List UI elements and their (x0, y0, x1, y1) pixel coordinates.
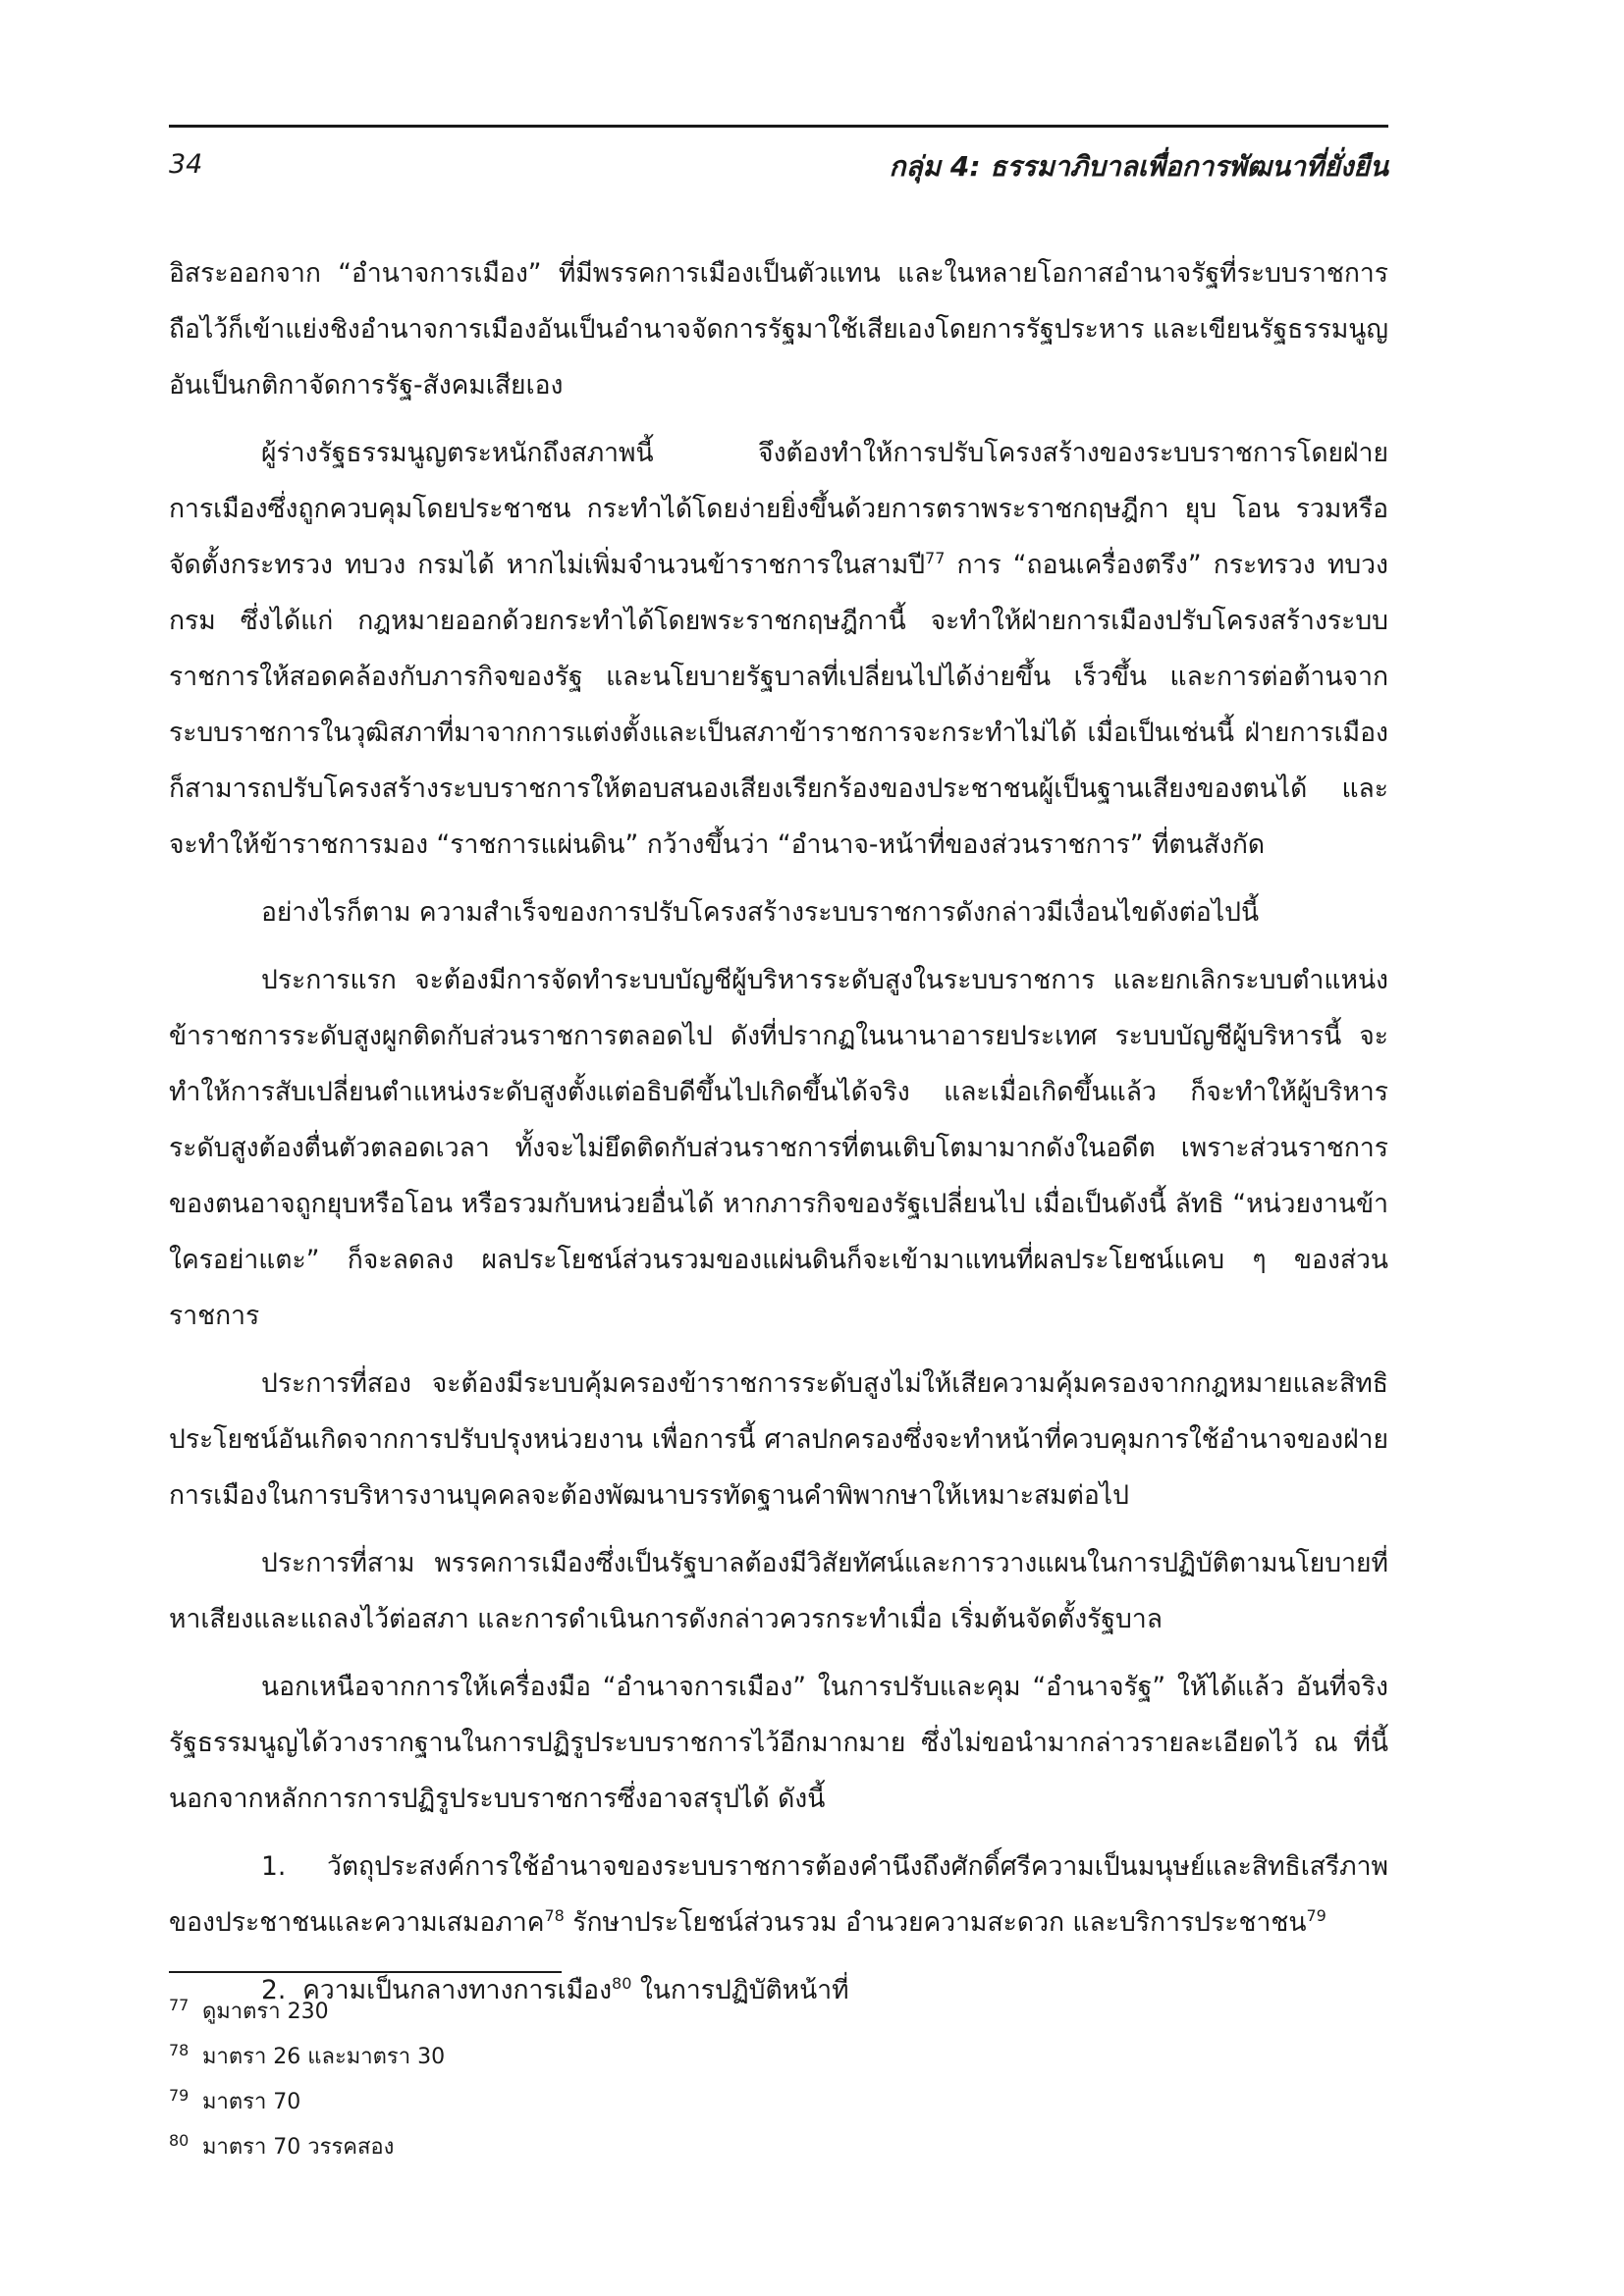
footnote-ref-80: 80 (612, 1974, 632, 1994)
paragraph-2-text: ผู้ร่างรัฐธรรมนูญตระหนักถึงสภาพนี้ จึงต้องทำให้การปรับโครงสร้างของระบบราชการโดยฝ่ายการเมืองซึ่งถูกควบคุมโดยประชาชน กระทำได้โดยง่ายยิ่งขึ้นด้วยการตราพระราชกฤษฎีกา ยุบ โอน รวมหรือจัดตั้งกระทรวง ทบวง กรมได้ หากไม่เพิ่มจำนวนข้าราชการในสามปี (169, 438, 1388, 580)
footnote-80: $^{80}$ มาตรา 70 วรรคสอง (169, 2130, 395, 2160)
list-item-2-num: 2. (261, 1975, 287, 2005)
paragraph-7: นอกเหนือจากการให้เครื่องมือ “อำนาจการเมือง” ในการปรับและคุม “อำนาจรัฐ” ให้ได้แล้ว อันที่จริงรัฐธรรมนูญได้วางรากฐานในการปฏิรูประบบราชการไว้อีกมากมาย ซึ่งไม่ขอนำมากล่าวรายละเอียดไว้ ณ ที่นี้ นอกจากหลักการการปฏิรูประบบราชการซึ่งอาจสรุปได้ ดังนี้ (169, 1672, 1388, 1814)
footnotes (169, 1993, 1388, 2173)
footnote-78: $^{78}$ มาตรา 26 และมาตรา 30 (169, 2040, 446, 2069)
paragraph-4: ประการแรก จะต้องมีการจัดทำระบบบัญชีผู้บริหารระดับสูงในระบบราชการ และยกเลิกระบบตำแหน่งข้าราชการระดับสูงผูกติดกับส่วนราชการตลอดไป ดังที่ปรากฏในนานาอารยประเทศ ระบบบัญชีผู้บริหารนี้ จะทำให้การสับเปลี่ยนตำแหน่งระดับสูงตั้งแต่อธิบดีขึ้นไปเกิดขึ้นได้จริง และเมื่อเกิดขึ้นแล้ว ก็จะทำให้ผู้บริหารระดับสูงต้องตื่นตัวตลอดเวลา ทั้งจะไม่ยึดติดกับส่วนราชการที่ตนเติบโตมามากดังในอดีต เพราะส่วนราชการของตนอาจถูกยุบหรือโอน หรือรวมกับหน่วยอื่นได้ หากภารกิจของรัฐเปลี่ยนไป เมื่อเป็นดังนี้ ลัทธิ “หน่วยงานข้าใครอย่าแตะ” ก็จะลดลง ผลประโยชน์ส่วนรวมของแผ่นดินก็จะเข้ามาแทนที่ผลประโยชน์แคบ ๆ ของส่วนราชการ (169, 965, 1388, 1331)
page-number: 34 (169, 149, 203, 180)
list-item-2-text-a: ความเป็นกลางทางการเมือง (302, 1975, 613, 2005)
list-item-1-text-a: วัตถุประสงค์การใช้อำนาจของระบบราชการต้องคำนึงถึงศักดิ์ศรีความเป็นมนุษย์และสิทธิเสรีภาพของประชาชนและความเสมอภาค (169, 1851, 1388, 1938)
paragraph-1: อิสระออกจาก “อำนาจการเมือง” ที่มีพรรคการเมืองเป็นตัวแทน และในหลายโอกาสอำนาจรัฐที่ระบบราชการถือไว้ก็เข้าแย่งชิงอำนาจการเมืองอันเป็นอำนาจจัดการรัฐมาใช้เสียเองโดยการรัฐประหาร และเขียนรัฐธรรมนูญอันเป็นกติกาจัดการรัฐ-สังคมเสียเอง (169, 258, 1388, 400)
paragraph-3: อย่างไรก็ตาม ความสำเร็จของการปรับโครงสร้างระบบราชการดังกล่าวมีเงื่อนไขดังต่อไปนี้ (261, 897, 1260, 928)
list-item-1-num: 1. (261, 1851, 287, 1882)
paragraph-5: ประการที่สอง จะต้องมีระบบคุ้มครองข้าราชการระดับสูงไม่ให้เสียความคุ้มครองจากกฎหมายและสิทธิประโยชน์อันเกิดจากการปรับปรุงหน่วยงาน เพื่อการนี้ ศาลปกครองซึ่งจะทำหน้าที่ควบคุมการใช้อำนาจของฝ่ายการเมืองในการบริหารงานบุคคลจะต้องพัฒนาบรรทัดฐานคำพิพากษาให้เหมาะสมต่อไป (169, 1368, 1388, 1511)
footnote-79: $^{79}$ มาตรา 70 (169, 2085, 301, 2114)
footnote-text: มาตรา 70 วรรคสอง (202, 2135, 395, 2160)
body-text (169, 245, 1388, 2030)
paragraph-2 (169, 425, 1388, 873)
running-title: กลุ่ม 4: ธรรมาภิบาลเพื่อการพัฒนาที่ยั่งยืน (889, 150, 1388, 183)
list-item-1-text-b: รักษาประโยชน์ส่วนรวม อำนวยความสะดวก และบริการประชาชน (564, 1907, 1307, 1938)
page-header (169, 128, 1388, 183)
footnote-text: มาตรา 70 (202, 2090, 301, 2114)
list-item-2-text-b: ในการปฏิบัติหน้าที่ (631, 1975, 849, 2005)
footnote-ref-79: 79 (1306, 1906, 1326, 1926)
footnote-text: มาตรา 26 และมาตรา 30 (202, 2045, 446, 2069)
footnote-ref-77: 77 (925, 549, 946, 568)
paragraph-2-cont: การ “ถอนเครื่องตรึง” กระทรวง ทบวง กรม ซึ่งได้แก่ กฎหมายออกด้วยกระทำได้โดยพระราชกฤษฎีกานี้ จะทำให้ฝ่ายการเมืองปรับโครงสร้างระบบราชการให้สอดคล้องกับภารกิจของรัฐ และนโยบายรัฐบาลที่เปลี่ยนไปได้ง่ายขึ้น เร็วขึ้น และการต่อต้านจากระบบราชการในวุฒิสภาที่มาจากการแต่งตั้งและเป็นสภาข้าราชการจะกระทำไม่ได้ เมื่อเป็นเช่นนี้ ฝ่ายการเมืองก็สามารถปรับโครงสร้างระบบราชการให้ตอบสนองเสียงเรียกร้องของประชาชนผู้เป็นฐานเสียงของตนได้ และจะทำให้ข้าราชการมอง “ราชการแผ่นดิน” กว้างขึ้นว่า “อำนาจ-หน้าที่ของส่วนราชการ” ที่ตนสังกัด (169, 550, 1388, 860)
footnote-ref-78: 78 (544, 1906, 565, 1926)
footnote-rule (169, 1971, 562, 1973)
paragraph-6: ประการที่สาม พรรคการเมืองซึ่งเป็นรัฐบาลต้องมีวิสัยทัศน์และการวางแผนในการปฏิบัติตามนโยบายที่หาเสียงและแถลงไว้ต่อสภา และการดำเนินการดังกล่าวควรกระทำเมื่อ เริ่มต้นจัดตั้งรัฐบาล (169, 1548, 1388, 1634)
footnote-77: $^{77}$ ดูมาตรา 230 (169, 1995, 329, 2024)
list-item-1 (169, 1839, 1388, 1950)
footnote-text: ดูมาตรา 230 (202, 2000, 329, 2024)
